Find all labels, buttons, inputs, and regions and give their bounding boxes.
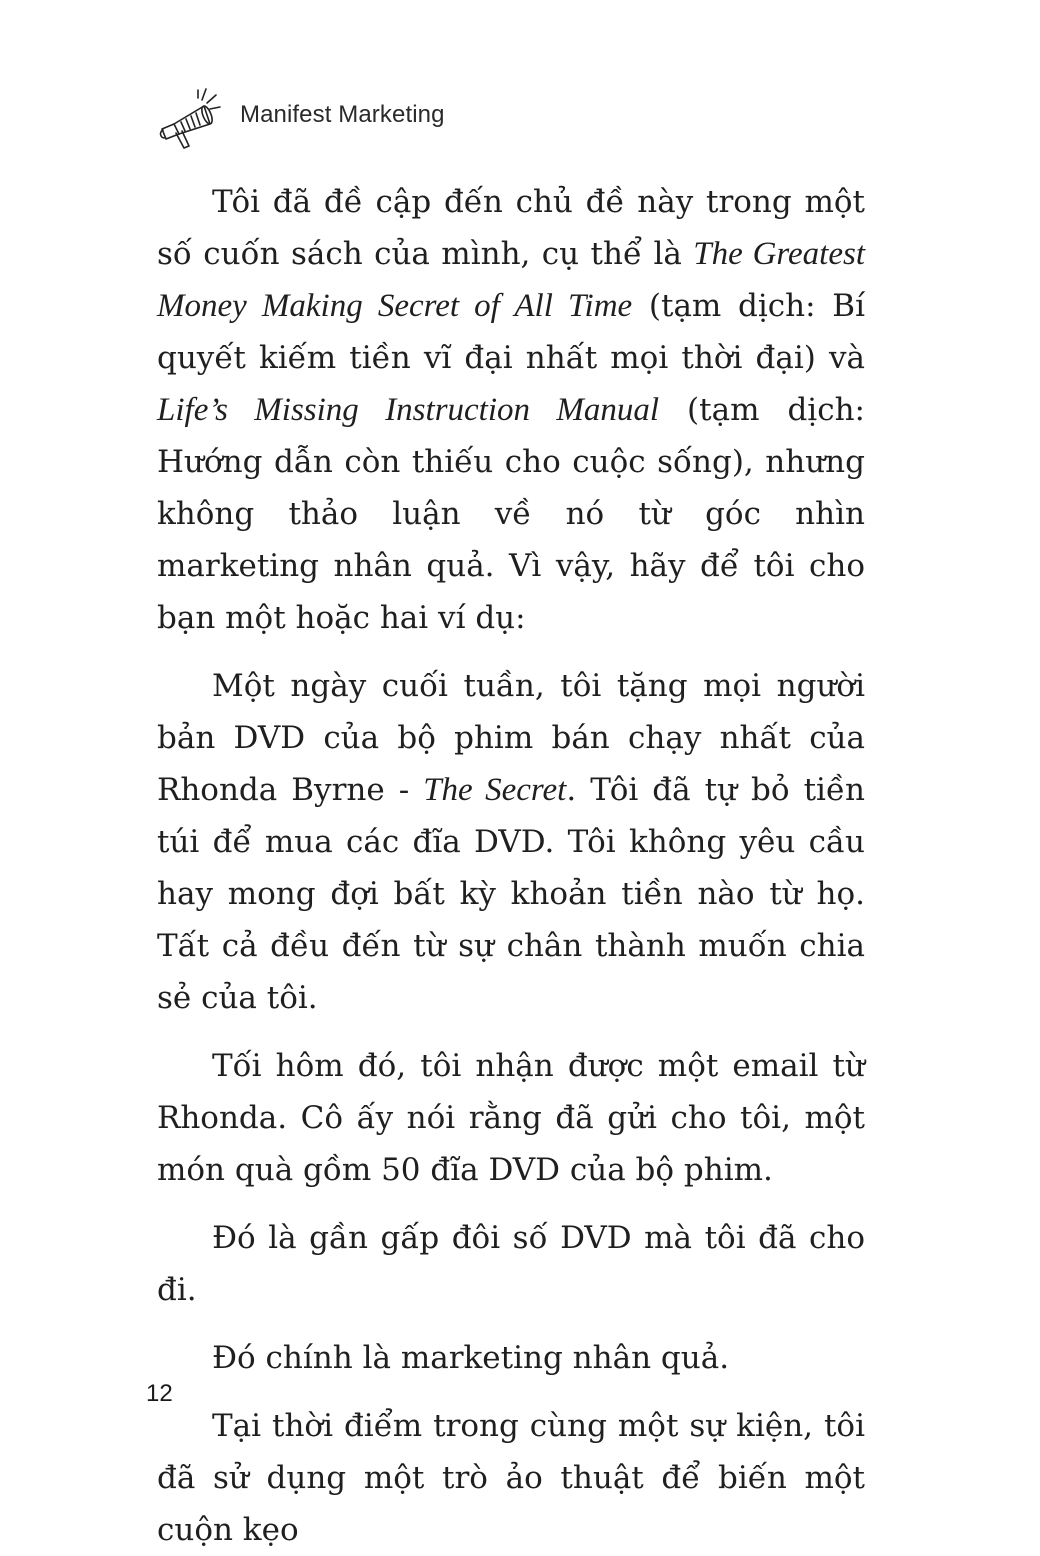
paragraph: Tại thời điểm trong cùng một sự kiện, tôi đã sử dụng một trò ảo thuật để biến một cuộn kẹo (157, 1408, 865, 1548)
paragraph (157, 176, 865, 644)
book-title: Life’s Missing Instruction Manual (157, 392, 660, 428)
running-header-title: Manifest Marketing (240, 101, 445, 128)
page-number: 12 (146, 1380, 173, 1407)
paragraph-text: Tôi đã đề cập đến chủ đề này trong một số cuốn sách của mình, cụ thể là (157, 184, 865, 272)
paragraph-text: Một ngày cuối tuần, tôi tặng mọi người bản DVD của bộ phim bán chạy nhất của Rhonda Byrne - (157, 668, 865, 808)
page-body (157, 176, 865, 1556)
running-header (154, 84, 445, 154)
paragraph (157, 660, 865, 1024)
film-title: The Secret (423, 772, 567, 808)
megaphone-icon (154, 86, 232, 152)
paragraph: Đó chính là marketing nhân quả. (212, 1340, 730, 1376)
paragraph: Tối hôm đó, tôi nhận được một email từ Rhonda. Cô ấy nói rằng đã gửi cho tôi, một món quà gồm 50 đĩa DVD của bộ phim. (157, 1048, 865, 1188)
paragraph-text: (tạm dịch: Hướng dẫn còn thiếu cho cuộc sống), nhưng không thảo luận về nó từ góc nhìn marketing nhân quả. Vì vậy, hãy để tôi cho bạn một hoặc hai ví dụ: (157, 392, 865, 636)
paragraph-text: (tạm dịch: Bí quyết kiếm tiền vĩ đại nhất mọi thời đại) và (157, 288, 866, 376)
paragraph: Đó là gần gấp đôi số DVD mà tôi đã cho đi. (157, 1220, 865, 1308)
book-title: The Greatest Money Making Secret of All Time (157, 236, 865, 324)
paragraph-text: . Tôi đã tự bỏ tiền túi để mua các đĩa DVD. Tôi không yêu cầu hay mong đợi bất kỳ khoản tiền nào từ họ. Tất cả đều đến từ sự chân thành muốn chia sẻ của tôi. (157, 772, 865, 1016)
